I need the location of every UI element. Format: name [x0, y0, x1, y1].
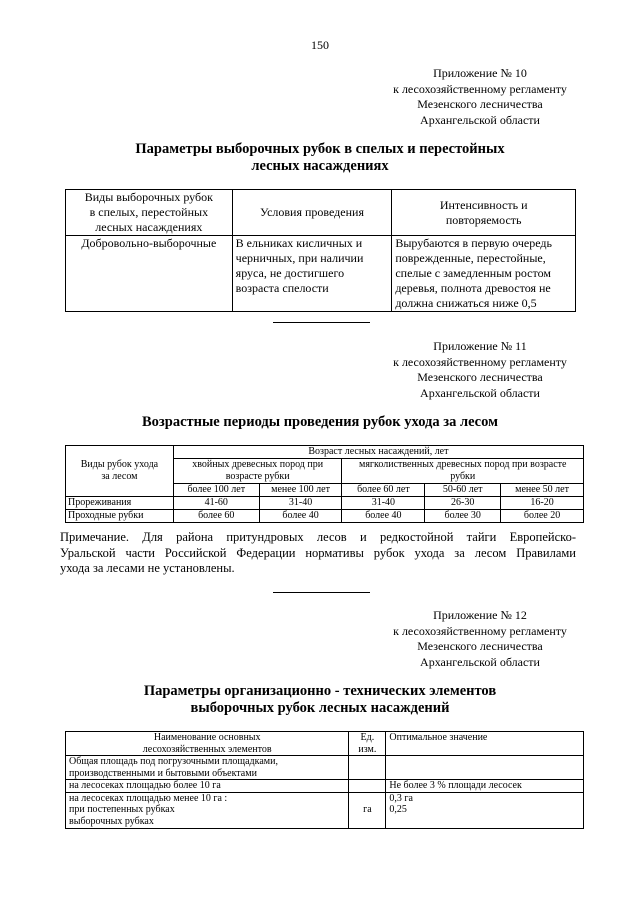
cell-line: Вырубаются в первую очередь: [395, 236, 552, 250]
table-cell: [66, 236, 233, 312]
header-cell: менее 100 лет: [259, 484, 342, 497]
table-cell: [386, 792, 584, 828]
table-cell: га: [349, 792, 386, 828]
header-cell: [232, 190, 392, 236]
table-cell: более 40: [259, 510, 342, 523]
table-cell: [386, 780, 584, 793]
row-label: Проходные рубки: [66, 510, 174, 523]
cell-line: Виды выборочных рубок: [84, 190, 213, 204]
appendix-line: Приложение № 12: [433, 608, 527, 622]
cell-line: Наименование основных: [153, 732, 261, 743]
cell-line: хвойных древесных пород при: [192, 459, 324, 470]
appendix-line: Приложение № 10: [433, 66, 527, 80]
cell-line: возраста спелости: [235, 281, 329, 295]
cell-line: поврежденные, перестойные,: [395, 251, 546, 265]
header-cell: [386, 732, 584, 756]
table-cell: более 30: [425, 510, 501, 523]
appendix-12-heading: [360, 608, 600, 670]
cell-line: 0,3 га: [389, 792, 413, 804]
note-line: Примечание. Для района притундровых лесов и редкостойной тайги Европейско-: [60, 530, 576, 544]
table-row: [66, 497, 584, 510]
header-cell: [66, 732, 349, 756]
header-cell: [392, 190, 576, 236]
technical-elements-table: [65, 731, 584, 829]
header-cell: Возраст лесных насаждений, лет: [173, 446, 583, 459]
cell-line: производственными и бытовыми объектами: [69, 767, 257, 779]
cell-line: на лесосеках площадью менее 10 га :: [69, 792, 228, 804]
section-separator: [273, 592, 370, 593]
cell-line: Общая площадь под погрузочными площадками,: [69, 756, 278, 767]
header-cell: [173, 459, 342, 484]
header-cell: менее 50 лет: [501, 484, 584, 497]
cell-line: выборочных рубках: [69, 815, 154, 827]
header-cell: более 60 лет: [342, 484, 425, 497]
table-cell: более 40: [342, 510, 425, 523]
cell-line: за лесом: [101, 471, 138, 482]
header-cell: [66, 446, 174, 497]
header-cell: [342, 459, 584, 484]
cell-line: Оптимальное значение: [389, 732, 488, 743]
cell-line: Виды рубок ухода: [80, 459, 159, 470]
table-cell: 16-20: [501, 497, 584, 510]
header-cell: [349, 732, 386, 756]
cell-line: в спелых, перестойных: [89, 205, 209, 219]
page-number: 150: [311, 38, 329, 52]
cell-line: Не более 3 % площади лесосек: [389, 780, 522, 791]
table-cell: [66, 792, 349, 828]
table-cell: [386, 756, 584, 780]
cell-line: повторяемость: [445, 212, 522, 227]
table-cell: более 20: [501, 510, 584, 523]
cell-line: при постепенных рубках: [69, 804, 175, 815]
cell-line: черничных, при наличии: [235, 251, 364, 265]
appendix-line: Архангельской области: [420, 112, 540, 127]
row-label: Прореживания: [66, 497, 174, 510]
cell-line: деревья, полнота древостоя не: [395, 281, 551, 295]
table-row: [66, 792, 584, 828]
table-cell: [66, 780, 349, 793]
table-cell: 31-40: [342, 497, 425, 510]
title-line: Параметры выборочных рубок в спелых и перестойных: [135, 141, 505, 157]
table-cell: [66, 756, 349, 780]
appendix-10-title: [40, 141, 600, 175]
appendix-line: Архангельской области: [420, 385, 540, 400]
cell-line: лесных насаждениях: [95, 220, 203, 234]
title-line: Параметры организационно - технических элементов: [143, 683, 497, 699]
table-cell: [349, 780, 386, 793]
cell-line: Ед.: [360, 732, 375, 743]
table-header-row: [66, 190, 576, 236]
cell-line: изм.: [358, 743, 377, 755]
cell-line: возрасте рубки: [225, 471, 290, 482]
appendix-line: Мезенского лесничества: [417, 639, 543, 653]
note-line: Уральской части Российской Федерации нормативы рубок ухода за лесом Правилами: [60, 545, 576, 560]
table-cell: более 60: [173, 510, 259, 523]
section-separator: [273, 322, 370, 323]
table-cell: [349, 756, 386, 780]
title-line: лесных насаждениях: [251, 158, 389, 174]
appendix-line: Приложение № 11: [433, 339, 527, 353]
title-line: выборочных рубок лесных насаждений: [190, 700, 450, 716]
cell-line: яруса, не достигшего: [235, 266, 345, 280]
table-row: [66, 780, 584, 793]
table-header-row: [66, 446, 584, 459]
appendix-line: к лесохозяйственному регламенту: [393, 81, 567, 96]
cell-line: В ельниках кисличных и: [235, 236, 363, 250]
note-line: ухода за лесами не установлены.: [60, 561, 235, 575]
cell-line: Условия проведения: [260, 205, 364, 219]
cell-line: Интенсивность и: [439, 197, 528, 212]
appendix-10-heading: [360, 66, 600, 128]
table-row: [66, 510, 584, 523]
appendix-line: к лесохозяйственному регламенту: [393, 354, 567, 369]
appendix-11-title: Возрастные периоды проведения рубок ухода за лесом: [142, 414, 498, 430]
appendix-12-title: [40, 683, 600, 717]
thinning-age-table: [65, 445, 584, 523]
cell-line: Добровольно-выборочные: [81, 236, 217, 250]
table-row: [66, 756, 584, 780]
appendix-line: Мезенского лесничества: [417, 370, 543, 384]
table-cell: 31-40: [259, 497, 342, 510]
table-cell: 26-30: [425, 497, 501, 510]
appendix-line: к лесохозяйственному регламенту: [393, 623, 567, 638]
cell-line: рубки: [450, 471, 476, 482]
header-cell: [66, 190, 233, 236]
appendix-line: Архангельской области: [420, 654, 540, 669]
cell-line: должна снижаться ниже 0,5: [395, 296, 537, 310]
appendix-11-heading: [360, 339, 600, 401]
cell-line: лесохозяйственных элементов: [142, 743, 272, 755]
table-cell: [392, 236, 576, 312]
header-cell: 50-60 лет: [425, 484, 501, 497]
header-cell: более 100 лет: [173, 484, 259, 497]
table-header-row: [66, 732, 584, 756]
cell-line: 0,25: [389, 804, 407, 815]
cutting-parameters-table: [65, 189, 576, 312]
table-cell: 41-60: [173, 497, 259, 510]
cell-line: на лесосеках площадью более 10 га: [69, 780, 221, 791]
cell-line: спелые с замедленным ростом: [395, 266, 551, 280]
cell-line: мягколиственных древесных пород при возрасте: [359, 459, 567, 470]
appendix-line: Мезенского лесничества: [417, 97, 543, 111]
table-row: [66, 236, 576, 312]
table-cell: [232, 236, 392, 312]
note-paragraph: [60, 530, 576, 577]
